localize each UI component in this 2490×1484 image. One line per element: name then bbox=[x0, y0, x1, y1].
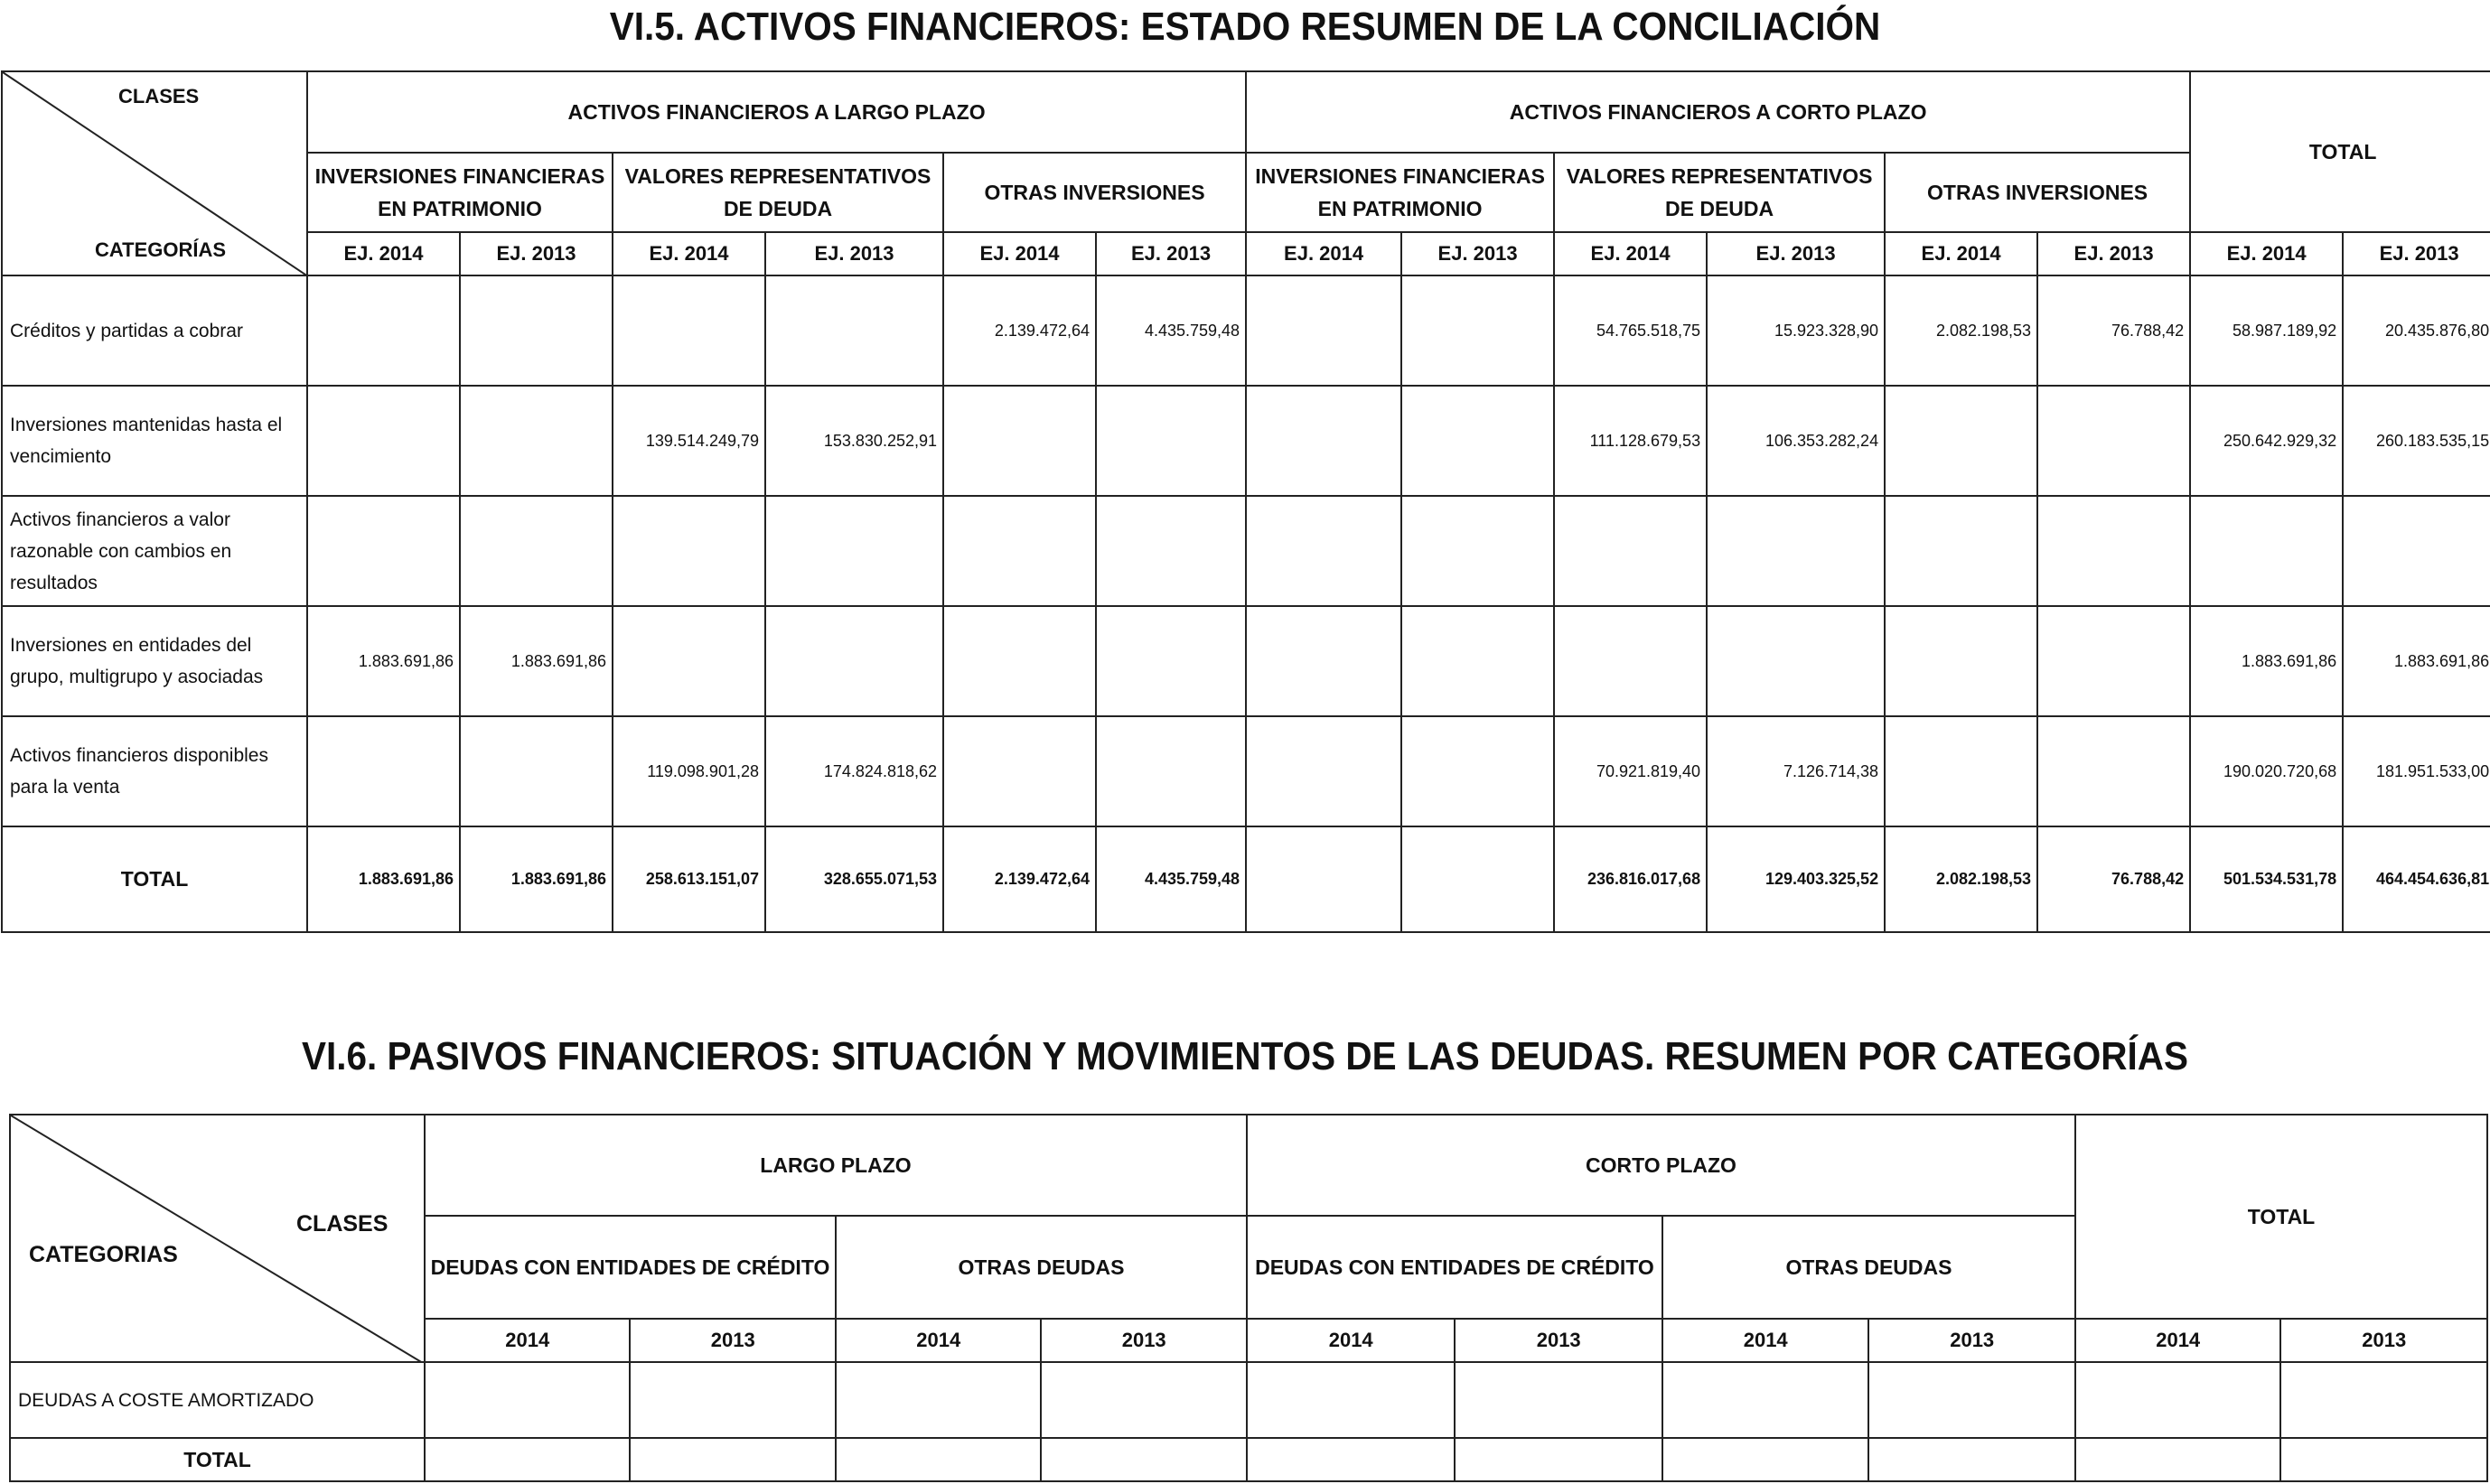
value-cell bbox=[1662, 1362, 1868, 1438]
value-cell bbox=[1401, 275, 1554, 386]
total-row bbox=[2, 826, 2490, 932]
year-header: 2013 bbox=[1868, 1319, 2075, 1362]
value-cell bbox=[613, 606, 765, 716]
value-cell: 4.435.759,48 bbox=[1096, 275, 1246, 386]
total-cell: 501.534.531,78 bbox=[2190, 826, 2343, 932]
year-header: 2014 bbox=[2075, 1319, 2280, 1362]
value-cell bbox=[1246, 716, 1401, 826]
year-header: 2013 bbox=[2280, 1319, 2487, 1362]
value-cell bbox=[1246, 386, 1401, 496]
value-cell bbox=[613, 275, 765, 386]
row-label: Inversiones en entidades del grupo, multigrupo y asociadas bbox=[2, 606, 307, 716]
value-cell bbox=[1885, 716, 2037, 826]
value-cell: 153.830.252,91 bbox=[765, 386, 943, 496]
value-cell bbox=[2037, 716, 2190, 826]
value-cell bbox=[2037, 496, 2190, 606]
value-cell: 250.642.929,32 bbox=[2190, 386, 2343, 496]
value-cell bbox=[1707, 496, 1885, 606]
year-header: EJ. 2013 bbox=[1401, 232, 1554, 275]
sub-short-credit-debts: DEUDAS CON ENTIDADES DE CRÉDITO bbox=[1247, 1216, 1662, 1319]
value-cell bbox=[425, 1362, 630, 1438]
value-cell bbox=[943, 606, 1096, 716]
value-cell bbox=[1401, 386, 1554, 496]
value-cell: 139.514.249,79 bbox=[613, 386, 765, 496]
table-row bbox=[2, 496, 2490, 606]
year-header: 2013 bbox=[1455, 1319, 1662, 1362]
total-cell bbox=[1041, 1438, 1247, 1481]
sub-long-debt-securities: VALORES REPRESENTATIVOS DE DEUDA bbox=[613, 153, 943, 232]
value-cell bbox=[943, 716, 1096, 826]
total-cell: 2.139.472,64 bbox=[943, 826, 1096, 932]
year-header: EJ. 2014 bbox=[1554, 232, 1707, 275]
value-cell: 190.020.720,68 bbox=[2190, 716, 2343, 826]
value-cell bbox=[1246, 606, 1401, 716]
value-cell bbox=[1246, 496, 1401, 606]
value-cell: 1.883.691,86 bbox=[460, 606, 613, 716]
value-cell: 2.082.198,53 bbox=[1885, 275, 2037, 386]
value-cell bbox=[2190, 496, 2343, 606]
value-cell bbox=[307, 716, 460, 826]
total-cell bbox=[836, 1438, 1041, 1481]
total-cell bbox=[2280, 1438, 2487, 1481]
year-header: 2013 bbox=[1041, 1319, 1247, 1362]
value-cell bbox=[307, 386, 460, 496]
value-cell: 260.183.535,15 bbox=[2343, 386, 2490, 496]
value-cell bbox=[1096, 496, 1246, 606]
total-cell bbox=[1455, 1438, 1662, 1481]
value-cell: 76.788,42 bbox=[2037, 275, 2190, 386]
value-cell bbox=[2037, 606, 2190, 716]
section1-title: VI.5. ACTIVOS FINANCIEROS: ESTADO RESUMEN DE LA CONCILIACIÓN bbox=[609, 5, 1881, 49]
group-long-term: ACTIVOS FINANCIEROS A LARGO PLAZO bbox=[307, 71, 1246, 153]
sub-long-other: OTRAS INVERSIONES bbox=[943, 153, 1246, 232]
value-cell bbox=[460, 716, 613, 826]
table-row bbox=[2, 386, 2490, 496]
total-cell bbox=[1401, 826, 1554, 932]
row-label: Activos financieros a valor razonable con cambios en resultados bbox=[2, 496, 307, 606]
year-header: EJ. 2013 bbox=[1096, 232, 1246, 275]
value-cell: 70.921.819,40 bbox=[1554, 716, 1707, 826]
value-cell bbox=[460, 386, 613, 496]
total-cell: 129.403.325,52 bbox=[1707, 826, 1885, 932]
value-cell bbox=[1554, 606, 1707, 716]
year-header: EJ. 2014 bbox=[2190, 232, 2343, 275]
sub-long-equity: INVERSIONES FINANCIERAS EN PATRIMONIO bbox=[307, 153, 613, 232]
corner-header bbox=[2, 71, 307, 275]
value-cell bbox=[613, 496, 765, 606]
value-cell bbox=[2075, 1362, 2280, 1438]
value-cell bbox=[307, 496, 460, 606]
value-cell: 119.098.901,28 bbox=[613, 716, 765, 826]
row-label: Inversiones mantenidas hasta el vencimiento bbox=[2, 386, 307, 496]
value-cell: 20.435.876,80 bbox=[2343, 275, 2490, 386]
value-cell bbox=[1885, 386, 2037, 496]
sub-short-equity: INVERSIONES FINANCIERAS EN PATRIMONIO bbox=[1246, 153, 1554, 232]
group-short-term: ACTIVOS FINANCIEROS A CORTO PLAZO bbox=[1246, 71, 2190, 153]
total-cell: 1.883.691,86 bbox=[460, 826, 613, 932]
total-cell bbox=[630, 1438, 835, 1481]
year-header: EJ. 2013 bbox=[2343, 232, 2490, 275]
value-cell bbox=[765, 496, 943, 606]
total-cell bbox=[1247, 1438, 1456, 1481]
year-header: EJ. 2013 bbox=[460, 232, 613, 275]
value-cell bbox=[2037, 386, 2190, 496]
value-cell bbox=[307, 275, 460, 386]
corner-classes-label: CLASES bbox=[296, 1211, 388, 1237]
sub-short-other-debts: OTRAS DEUDAS bbox=[1662, 1216, 2075, 1319]
table-row bbox=[2, 716, 2490, 826]
total-cell bbox=[2075, 1438, 2280, 1481]
value-cell bbox=[1401, 716, 1554, 826]
total-cell bbox=[1246, 826, 1401, 932]
row-label: DEUDAS A COSTE AMORTIZADO bbox=[10, 1362, 425, 1438]
table-row bbox=[2, 606, 2490, 716]
value-cell bbox=[630, 1362, 835, 1438]
value-cell: 15.923.328,90 bbox=[1707, 275, 1885, 386]
total-cell: 258.613.151,07 bbox=[613, 826, 765, 932]
section2-title: VI.6. PASIVOS FINANCIEROS: SITUACIÓN Y MOVIMIENTOS DE LAS DEUDAS. RESUMEN POR CATEGORÍAS bbox=[302, 1034, 2188, 1078]
year-header: EJ. 2014 bbox=[307, 232, 460, 275]
group-long-term: LARGO PLAZO bbox=[425, 1115, 1247, 1216]
value-cell: 1.883.691,86 bbox=[307, 606, 460, 716]
total-cell: 464.454.636,81 bbox=[2343, 826, 2490, 932]
total-cell bbox=[1868, 1438, 2075, 1481]
total-cell: 1.883.691,86 bbox=[307, 826, 460, 932]
value-cell: 111.128.679,53 bbox=[1554, 386, 1707, 496]
value-cell: 174.824.818,62 bbox=[765, 716, 943, 826]
corner-diagonal bbox=[11, 1115, 423, 1362]
corner-header bbox=[10, 1115, 425, 1362]
value-cell bbox=[943, 386, 1096, 496]
year-header: 2014 bbox=[425, 1319, 630, 1362]
total-row bbox=[10, 1438, 2487, 1481]
row-label: Créditos y partidas a cobrar bbox=[2, 275, 307, 386]
year-header: 2014 bbox=[836, 1319, 1041, 1362]
year-header: EJ. 2014 bbox=[613, 232, 765, 275]
group-short-term: CORTO PLAZO bbox=[1247, 1115, 2075, 1216]
year-header: EJ. 2014 bbox=[1885, 232, 2037, 275]
total-label: TOTAL bbox=[10, 1438, 425, 1481]
value-cell bbox=[1868, 1362, 2075, 1438]
value-cell bbox=[2280, 1362, 2487, 1438]
value-cell bbox=[1401, 606, 1554, 716]
total-label: TOTAL bbox=[2, 826, 307, 932]
value-cell bbox=[460, 496, 613, 606]
total-cell bbox=[425, 1438, 630, 1481]
value-cell bbox=[836, 1362, 1041, 1438]
value-cell: 54.765.518,75 bbox=[1554, 275, 1707, 386]
year-header: 2013 bbox=[630, 1319, 835, 1362]
table-row bbox=[10, 1362, 2487, 1438]
value-cell bbox=[765, 606, 943, 716]
group-total: TOTAL bbox=[2190, 71, 2490, 232]
corner-categories-label: CATEGORÍAS bbox=[95, 238, 227, 261]
value-cell bbox=[1885, 496, 2037, 606]
year-header: 2014 bbox=[1247, 1319, 1456, 1362]
value-cell: 58.987.189,92 bbox=[2190, 275, 2343, 386]
financial-assets-table bbox=[1, 70, 2490, 933]
value-cell: 181.951.533,00 bbox=[2343, 716, 2490, 826]
value-cell bbox=[1247, 1362, 1456, 1438]
value-cell: 1.883.691,86 bbox=[2190, 606, 2343, 716]
total-cell: 4.435.759,48 bbox=[1096, 826, 1246, 932]
corner-classes-label: CLASES bbox=[118, 85, 200, 107]
total-cell: 2.082.198,53 bbox=[1885, 826, 2037, 932]
value-cell bbox=[1554, 496, 1707, 606]
sub-short-debt-securities: VALORES REPRESENTATIVOS DE DEUDA bbox=[1554, 153, 1885, 232]
value-cell bbox=[1885, 606, 2037, 716]
value-cell: 7.126.714,38 bbox=[1707, 716, 1885, 826]
value-cell bbox=[943, 496, 1096, 606]
value-cell bbox=[1096, 386, 1246, 496]
value-cell bbox=[1096, 606, 1246, 716]
value-cell bbox=[1707, 606, 1885, 716]
total-cell bbox=[1662, 1438, 1868, 1481]
group-total: TOTAL bbox=[2075, 1115, 2487, 1319]
value-cell bbox=[1401, 496, 1554, 606]
row-label: Activos financieros disponibles para la venta bbox=[2, 716, 307, 826]
value-cell bbox=[1455, 1362, 1662, 1438]
sub-long-other-debts: OTRAS DEUDAS bbox=[836, 1216, 1247, 1319]
sub-short-other: OTRAS INVERSIONES bbox=[1885, 153, 2190, 232]
value-cell bbox=[1096, 716, 1246, 826]
sub-long-credit-debts: DEUDAS CON ENTIDADES DE CRÉDITO bbox=[425, 1216, 836, 1319]
value-cell bbox=[1041, 1362, 1247, 1438]
year-header: EJ. 2013 bbox=[2037, 232, 2190, 275]
financial-liabilities-table bbox=[9, 1114, 2488, 1482]
value-cell: 2.139.472,64 bbox=[943, 275, 1096, 386]
corner-categories-label: CATEGORIAS bbox=[29, 1242, 178, 1267]
year-header: 2014 bbox=[1662, 1319, 1868, 1362]
total-cell: 236.816.017,68 bbox=[1554, 826, 1707, 932]
year-header: EJ. 2013 bbox=[765, 232, 943, 275]
value-cell bbox=[765, 275, 943, 386]
year-header: EJ. 2013 bbox=[1707, 232, 1885, 275]
total-cell: 76.788,42 bbox=[2037, 826, 2190, 932]
value-cell bbox=[460, 275, 613, 386]
value-cell bbox=[1246, 275, 1401, 386]
value-cell: 1.883.691,86 bbox=[2343, 606, 2490, 716]
value-cell bbox=[2343, 496, 2490, 606]
table-row bbox=[2, 275, 2490, 386]
year-header: EJ. 2014 bbox=[1246, 232, 1401, 275]
total-cell: 328.655.071,53 bbox=[765, 826, 943, 932]
value-cell: 106.353.282,24 bbox=[1707, 386, 1885, 496]
year-header: EJ. 2014 bbox=[943, 232, 1096, 275]
